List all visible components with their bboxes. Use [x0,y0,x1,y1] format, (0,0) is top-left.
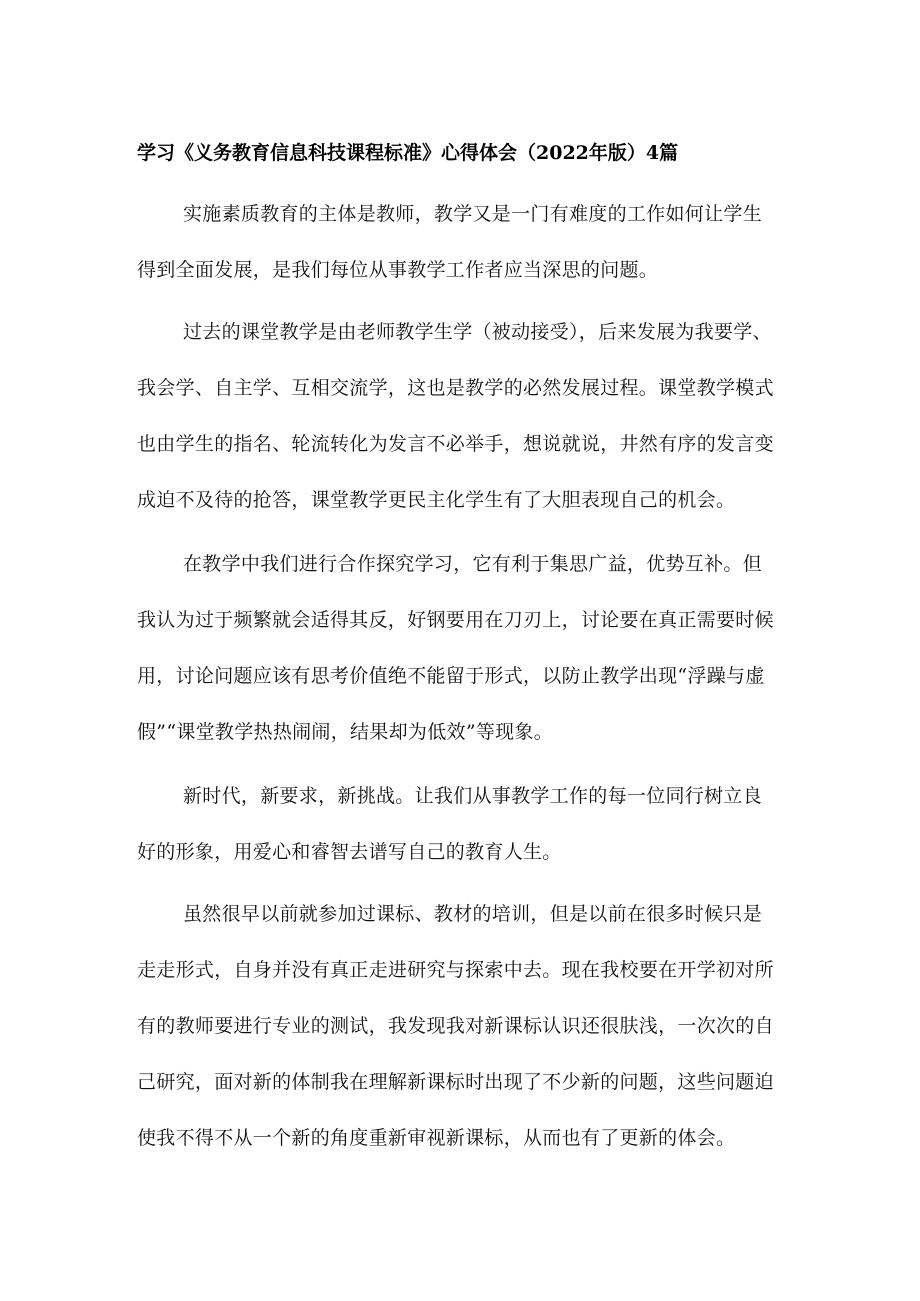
document-title: 学习《义务教育信息科技课程标准》心得体会（2022年版）4篇 [137,142,679,164]
paragraph-line: 用，讨论问题应该有思考价值绝不能留于形式，以防止教学出现“浮躁与虚 [137,665,765,687]
paragraph-line: 成迫不及待的抢答，课堂教学更民主化学生有了大胆表现自己的机会。 [137,489,736,511]
paragraph-line: 新时代，新要求，新挑战。让我们从事教学工作的每一位同行树立良 [183,785,763,807]
paragraph-line: 我认为过于频繁就会适得其反，好钢要用在刀刃上，讨论要在真正需要时候 [137,609,774,631]
paragraph-line: 好的形象，用爱心和睿智去谱写自己的教育人生。 [137,841,562,863]
paragraph-line: 走走形式，自身并没有真正走进研究与探索中去。现在我校要在开学初对所 [137,959,774,981]
paragraph-line: 过去的课堂教学是由老师教学生学（被动接受），后来发展为我要学、 [183,321,772,343]
paragraph-line: 使我不得不从一个新的角度重新审视新课标，从而也有了更新的体会。 [137,1127,736,1149]
paragraph-3 [137,536,817,760]
paragraph-5 [137,886,817,1166]
paragraph-line: 我会学、自主学、互相交流学，这也是教学的必然发展过程。课堂教学模式 [137,377,774,399]
paragraph-line: 假”“课堂教学热热闹闹，结果却为低效”等现象。 [137,721,554,743]
paragraph-line: 实施素质教育的主体是教师，教学又是一门有难度的工作如何让学生 [183,203,763,225]
paragraph-line: 有的教师要进行专业的测试，我发现我对新课标认识还很肤浅，一次次的自 [137,1015,774,1037]
paragraph-2 [137,304,817,528]
paragraph-line: 在教学中我们进行合作探究学习，它有利于集思广益，优势互补。但 [183,553,763,575]
paragraph-line: 也由学生的指名、轮流转化为发言不必举手，想说就说，井然有序的发言变 [137,433,774,455]
paragraph-line: 己研究，面对新的体制我在理解新课标时出现了不少新的问题，这些问题迫 [137,1071,774,1093]
paragraph-line: 得到全面发展，是我们每位从事教学工作者应当深思的问题。 [137,259,659,281]
paragraph-1 [137,186,817,298]
paragraph-4 [137,768,817,880]
paragraph-line: 虽然很早以前就参加过课标、教材的培训，但是以前在很多时候只是 [183,903,763,925]
